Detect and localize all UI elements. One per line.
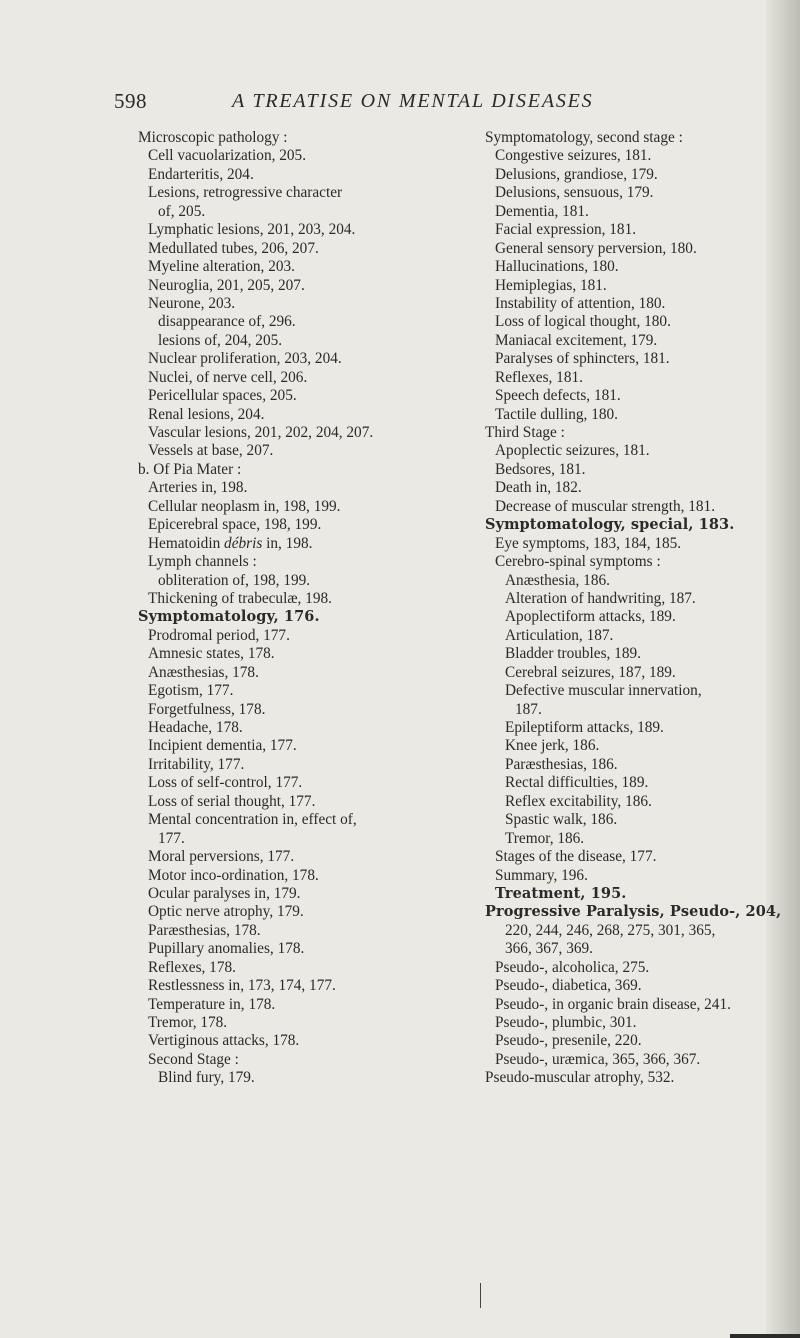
index-entry: Pseudo-, presenile, 220. (495, 1032, 642, 1050)
index-entry: Neurone, 203. (148, 294, 236, 312)
index-entry: Loss of logical thought, 180. (495, 313, 671, 331)
index-entry: Apoplectic seizures, 181. (495, 442, 650, 460)
index-entry: of, 205. (158, 202, 206, 220)
page-corner-bar (730, 1334, 800, 1338)
index-entry: Speech defects, 181. (495, 387, 621, 405)
index-entry: Moral perversions, 177. (148, 848, 295, 866)
index-entry: Hematoidin débris in, 198. (148, 534, 313, 552)
index-entry: Cerebro-spinal symptoms : (495, 553, 661, 571)
index-entry: Pupillary anomalies, 178. (148, 940, 305, 958)
index-entry: Paræsthesias, 178. (148, 921, 261, 939)
index-entry: Cellular neoplasm in, 198, 199. (148, 497, 341, 515)
index-entry: Renal lesions, 204. (148, 405, 265, 423)
index-entry: Reflexes, 181. (495, 368, 583, 386)
index-heading: Symptomatology, 176. (138, 608, 320, 626)
index-entry: Eye symptoms, 183, 184, 185. (495, 534, 682, 552)
index-entry: Irritability, 177. (148, 755, 245, 773)
index-entry: Epileptiform attacks, 189. (505, 719, 664, 736)
index-entry: Knee jerk, 186. (505, 737, 600, 755)
index-entry: Summary, 196. (495, 866, 588, 884)
index-heading: Progressive Paralysis, Pseudo-, 204, (485, 903, 782, 921)
index-entry: Tremor, 178. (148, 1014, 228, 1031)
index-entry: Dementia, 181. (495, 202, 589, 220)
index-entry: Bladder troubles, 189. (505, 645, 641, 663)
index-entry: Tremor, 186. (505, 829, 585, 847)
index-entry: Pseudo-, in organic brain disease, 241. (495, 995, 731, 1013)
index-entry: Cerebral seizures, 187, 189. (505, 663, 676, 681)
index-entry: Vertiginous attacks, 178. (148, 1032, 300, 1050)
index-heading: Treatment, 195. (495, 884, 627, 902)
index-entry: Forgetfulness, 178. (148, 700, 266, 718)
index-entry: b. Of Pia Mater : (138, 460, 242, 478)
index-entry: Arteries in, 198. (148, 479, 248, 497)
index-entry: Motor inco-ordination, 178. (148, 866, 319, 884)
index-entry: Articulation, 187. (505, 626, 614, 644)
index-entry: 366, 367, 369. (505, 940, 593, 958)
index-entry: Stages of the disease, 177. (495, 848, 657, 866)
index-entry: Paræsthesias, 186. (505, 755, 618, 773)
index-entry: Ocular paralyses in, 179. (148, 884, 301, 902)
index-entry: Apoplectiform attacks, 189. (505, 608, 676, 626)
index-entry: Maniacal excitement, 179. (495, 331, 658, 349)
index-entry: Tactile dulling, 180. (495, 405, 618, 423)
index-column-right (485, 129, 785, 1088)
index-entry: Congestive seizures, 181. (495, 147, 652, 165)
index-entry: Reflexes, 178. (148, 958, 236, 976)
index-entry: Instability of attention, 180. (495, 294, 666, 312)
index-entry: Symptomatology, second stage : (485, 129, 683, 146)
index-entry: 220, 244, 246, 268, 275, 301, 365, (505, 921, 716, 939)
index-entry: Epicerebral space, 198, 199. (148, 516, 322, 534)
index-entry: Thickening of trabeculæ, 198. (148, 589, 332, 607)
index-entry: obliteration of, 198, 199. (158, 571, 311, 589)
index-entry: Prodromal period, 177. (148, 626, 290, 644)
index-entry: 177. (158, 829, 185, 847)
index-entry: Loss of self-control, 177. (148, 774, 303, 792)
index-entry: Anæsthesia, 186. (505, 571, 610, 589)
index-entry: Loss of serial thought, 177. (148, 792, 316, 810)
index-entry: disappearance of, 296. (158, 313, 296, 331)
index-entry: Spastic walk, 186. (505, 811, 618, 829)
index-entry: Defective muscular innervation, (505, 682, 702, 700)
index-entry: Temperature in, 178. (148, 995, 276, 1013)
index-entry: Second Stage : (148, 1050, 239, 1068)
index-entry: Anæsthesias, 178. (148, 663, 259, 681)
index-entry: Delusions, sensuous, 179. (495, 184, 654, 202)
index-entry: 187. (515, 700, 542, 718)
index-entry: Neuroglia, 201, 205, 207. (148, 276, 305, 294)
index-entry: Facial expression, 181. (495, 221, 637, 239)
index-entry: Lymph channels : (148, 553, 257, 571)
index-entry: Vascular lesions, 201, 202, 204, 207. (148, 424, 374, 441)
index-entry: Rectal difficulties, 189. (505, 774, 649, 792)
index-entry: Hallucinations, 180. (495, 258, 619, 276)
index-entry: Egotism, 177. (148, 682, 234, 700)
page-number: 598 (114, 89, 147, 113)
index-entry: Pseudo-, diabetica, 369. (495, 977, 642, 995)
index-entry: Optic nerve atrophy, 179. (148, 903, 304, 921)
page-header (0, 86, 800, 116)
index-entry: Decrease of muscular strength, 181. (495, 497, 716, 515)
index-entry: Pseudo-, alcoholica, 275. (495, 958, 650, 976)
index-entry: Lymphatic lesions, 201, 203, 204. (148, 221, 356, 239)
index-entry: Lesions, retrogressive character (148, 184, 343, 202)
index-entry: Amnesic states, 178. (148, 645, 275, 663)
index-entry: Alteration of handwriting, 187. (505, 589, 696, 607)
index-entry: Pseudo-muscular atrophy, 532. (485, 1069, 675, 1087)
index-column-left (138, 129, 453, 1088)
index-heading: Symptomatology, special, 183. (485, 516, 735, 534)
italic-term: débris (224, 534, 263, 552)
index-entry: Restlessness in, 173, 174, 177. (148, 977, 336, 995)
index-entry: Myeline alteration, 203. (148, 258, 295, 276)
index-entry: Paralyses of sphincters, 181. (495, 350, 670, 368)
index-entry: Death in, 182. (495, 479, 582, 497)
index-entry: Nuclear proliferation, 203, 204. (148, 350, 342, 368)
index-entry: Delusions, grandiose, 179. (495, 165, 658, 183)
index-entry: Nuclei, of nerve cell, 206. (148, 368, 308, 386)
index-entry: Hemiplegias, 181. (495, 276, 607, 294)
index-entry: Vessels at base, 207. (148, 442, 274, 460)
index-entry: Pericellular spaces, 205. (148, 387, 297, 405)
index-entry: Pseudo-, plumbic, 301. (495, 1014, 637, 1031)
index-entry: Reflex excitability, 186. (505, 792, 652, 810)
index-entry: Bedsores, 181. (495, 460, 586, 478)
running-title: A TREATISE ON MENTAL DISEASES (232, 90, 594, 112)
index-entry: lesions of, 204, 205. (158, 331, 283, 349)
index-entry: Third Stage : (485, 424, 565, 441)
index-entry: Endarteritis, 204. (148, 165, 254, 183)
index-entry: Headache, 178. (148, 719, 243, 736)
column-margin-rule (480, 1283, 481, 1308)
index-entry: Blind fury, 179. (158, 1069, 255, 1087)
index-entry: Mental concentration in, effect of, (148, 811, 357, 829)
index-entry: General sensory perversion, 180. (495, 239, 697, 257)
index-entry: Pseudo-, uræmica, 365, 366, 367. (495, 1050, 701, 1068)
index-entry: Medullated tubes, 206, 207. (148, 239, 319, 257)
index-entry: Microscopic pathology : (138, 129, 288, 146)
index-entry: Incipient dementia, 177. (148, 737, 297, 755)
index-entry: Cell vacuolarization, 205. (148, 147, 307, 165)
